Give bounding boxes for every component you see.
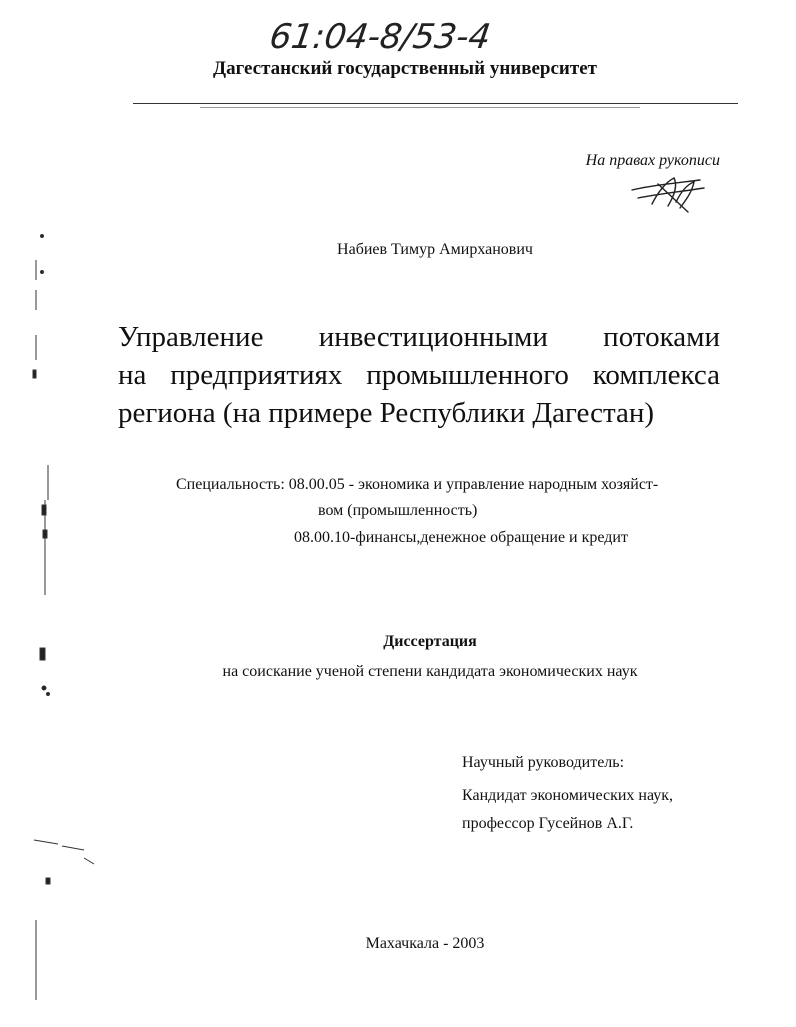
header-divider (133, 103, 738, 104)
handwritten-code-text: 61:04-8/53-4 (270, 17, 494, 57)
handwritten-catalog-code (270, 8, 530, 58)
manuscript-rights-note: На правах рукописи (585, 152, 720, 169)
document-type: Диссертация (383, 633, 477, 650)
dissertation-title (118, 318, 720, 432)
author-name: Набиев Тимур Амирханович (337, 241, 533, 258)
supervisor-name: профессор Гусейнов А.Г. (462, 815, 634, 832)
handwritten-code-drawing (270, 8, 530, 58)
specialty-line-1: Специальность: 08.00.05 - экономика и управление народным хозяйст- (176, 476, 659, 493)
scan-margin-artifacts (0, 200, 110, 1020)
author-signature (628, 172, 708, 214)
header-divider-shadow (200, 107, 640, 108)
supervisor-label: Научный руководитель: (462, 754, 625, 771)
title-line-2: на предприятиях промышленного комплекса (118, 359, 720, 391)
city-and-year: Махачкала - 2003 (365, 935, 485, 952)
supervisor-degree: Кандидат экономических наук, (462, 787, 674, 804)
specialty-line-2: вом (промышленность) (318, 502, 478, 519)
title-line-1: Управление инвестиционными потоками (118, 321, 720, 353)
specialty-line-3: 08.00.10-финансы,денежное обращение и кредит (294, 529, 628, 546)
title-line-3: региона (на примере Республики Дагестан) (118, 397, 655, 429)
university-name: Дагестанский государственный университет (213, 58, 597, 79)
degree-sought: на соискание ученой степени кандидата экономических наук (222, 663, 638, 680)
